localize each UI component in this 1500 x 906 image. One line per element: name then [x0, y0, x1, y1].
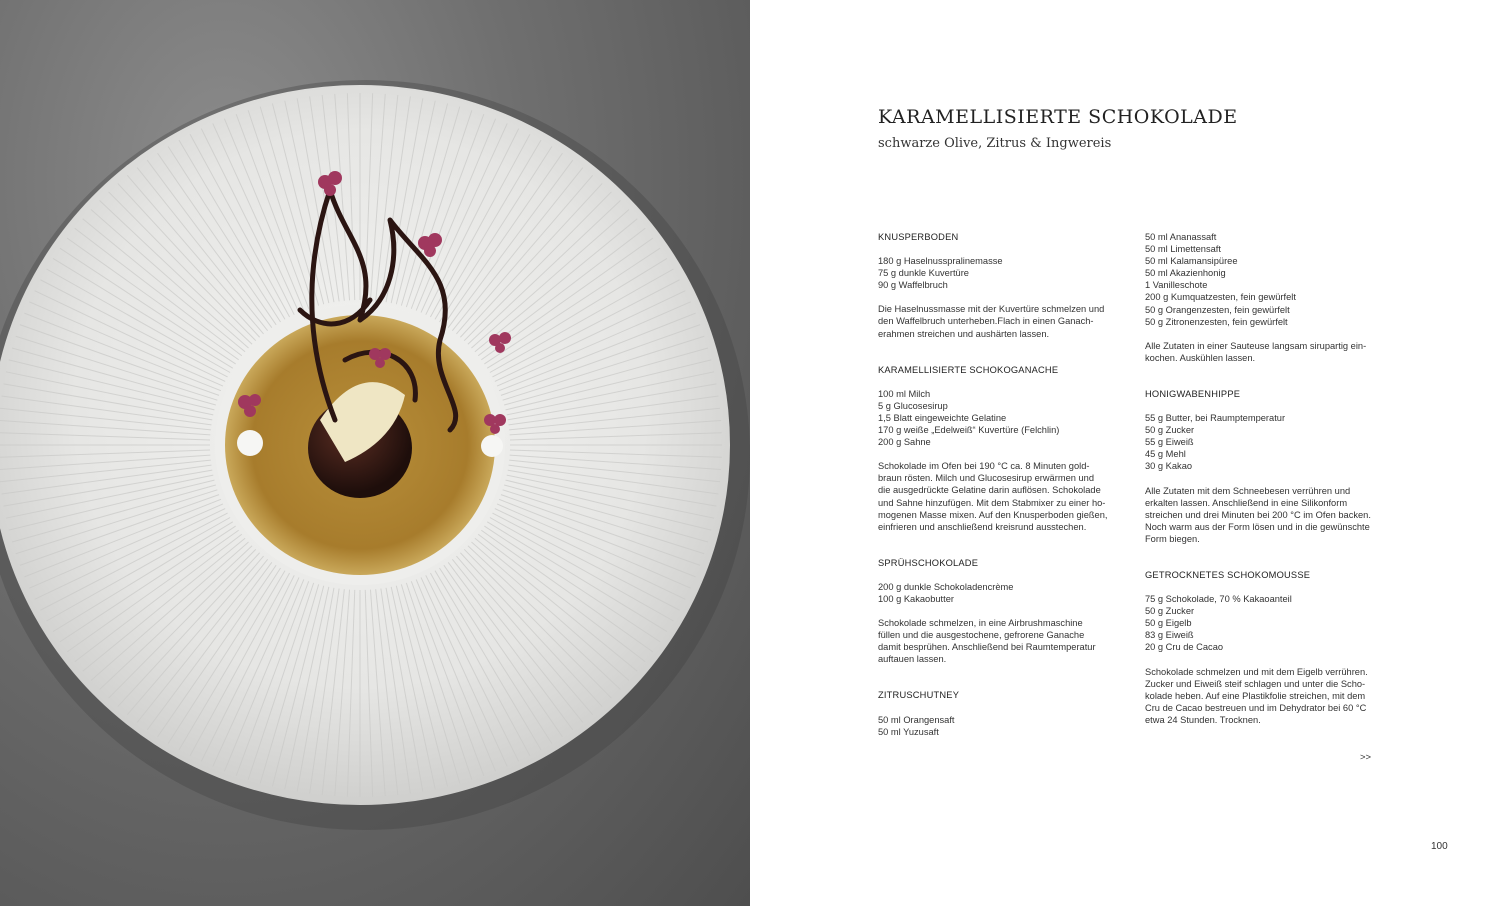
ingredient: 75 g dunkle Kuvertüre [878, 268, 969, 279]
ingredient: 50 g Orangenzesten, fein gewürfelt [1145, 304, 1290, 315]
ingredient: 200 g dunkle Schokoladencrème [878, 581, 1014, 592]
ingredient: 200 g Sahne [878, 437, 931, 448]
ingredient: 55 g Eiweiß [1145, 437, 1194, 448]
method-line: mogenen Masse mixen. Auf den Knusperboden gießen, [878, 509, 1108, 520]
ingredient: 180 g Haselnusspralinemasse [878, 256, 1003, 267]
continue-marker: >> [1360, 752, 1372, 763]
section-heading-zitruschutney: ZITRUSCHUTNEY [878, 690, 960, 701]
page-number: 100 [1431, 841, 1448, 852]
section-heading-honigwabenhippe: HONIGWABENHIPPE [1145, 388, 1241, 399]
method-line: Noch warm aus der Form lösen und in die gewünschte [1145, 521, 1370, 532]
ingredient: 100 g Kakaobutter [878, 593, 954, 604]
method-line: Schokolade im Ofen bei 190 °C ca. 8 Minuten gold- [878, 461, 1090, 472]
method-line: kolade heben. Auf eine Plastikfolie streichen, mit dem [1145, 690, 1366, 701]
section-heading-schokoganache: KARAMELLISIERTE SCHOKOGANACHE [878, 364, 1059, 375]
method-line: Die Haselnussmasse mit der Kuvertüre schmelzen und [878, 304, 1105, 315]
method-line: Cru de Cacao bestreuen und im Dehydrator bei 60 °C [1145, 702, 1367, 713]
method-line: kochen. Auskühlen lassen. [1145, 352, 1256, 363]
ingredient-list [1145, 412, 1377, 472]
method-line: auftauen lassen. [878, 654, 947, 665]
ingredient: 83 g Eiweiß [1145, 630, 1194, 641]
method-line: Schokolade schmelzen und mit dem Eigelb verrühren. [1145, 666, 1368, 677]
method-line: etwa 24 Stunden. Trocknen. [1145, 714, 1261, 725]
method-line: braun rösten. Milch und Glucosesirup erwärmen und [878, 473, 1095, 484]
method-line: einfrieren und anschließend kreisrund ausstechen. [878, 521, 1087, 532]
recipe-subtitle: schwarze Olive, Zitrus & Ingwereis [878, 136, 1112, 151]
ingredient: 170 g weiße „Edelweiß“ Kuvertüre (Felchlin) [878, 425, 1060, 436]
method-line: Zucker und Eiweiß steif schlagen und unter die Scho- [1145, 678, 1366, 689]
ingredient: 50 g Zitronenzesten, fein gewürfelt [1145, 316, 1288, 327]
method-line: füllen und die ausgestochene, gefrorene Ganache [878, 630, 1085, 641]
ingredient: 20 g Cru de Cacao [1145, 642, 1224, 653]
recipe-column-left [878, 231, 1110, 750]
method-line: Schokolade schmelzen, in eine Airbrushmaschine [878, 618, 1083, 629]
method-text [1145, 340, 1377, 364]
section-heading-knusperboden: KNUSPERBODEN [878, 232, 959, 242]
method-line: Form biegen. [1145, 533, 1200, 544]
ingredient: 50 g Zucker [1145, 606, 1195, 617]
ingredient-list [878, 255, 1110, 291]
ingredient: 50 g Zucker [1145, 425, 1195, 436]
method-text [1145, 485, 1377, 545]
recipe-column-right [1145, 231, 1377, 738]
method-line: und Sahne hinzufügen. Mit dem Stabmixer zu einer ho- [878, 497, 1106, 508]
method-text [1145, 666, 1377, 726]
section-heading-spruehschokolade: SPRÜHSCHOKOLADE [878, 557, 979, 568]
method-text [878, 303, 1110, 339]
method-line: Alle Zutaten in einer Sauteuse langsam sirupartig ein- [1145, 340, 1367, 351]
recipe-page [750, 0, 1500, 906]
ingredient: 1 Vanilleschote [1145, 280, 1208, 291]
ingredient-list [1145, 593, 1377, 653]
ingredient: 200 g Kumquatzesten, fein gewürfelt [1145, 292, 1296, 303]
method-line: erahmen streichen und aushärten lassen. [878, 328, 1050, 339]
ingredient: 30 g Kakao [1145, 461, 1193, 472]
ingredient: 50 ml Akazienhonig [1145, 268, 1226, 279]
ingredient-list [878, 388, 1110, 448]
method-line: streichen und drei Minuten bei 200 °C im Ofen backen. [1145, 509, 1371, 520]
ingredient: 50 g Eigelb [1145, 618, 1192, 629]
ingredient: 50 ml Ananassaft [1145, 232, 1217, 242]
method-text [878, 617, 1110, 665]
method-line: damit besprühen. Anschließend bei Raumtemperatur [878, 642, 1096, 653]
recipe-title: KARAMELLISIERTE SCHOKOLADE [878, 106, 1238, 128]
method-text [878, 460, 1110, 533]
ingredient: 50 ml Limettensaft [1145, 244, 1221, 255]
ingredient-list [878, 581, 1110, 605]
ingredient: 45 g Mehl [1145, 449, 1186, 460]
ingredient: 5 g Glucosesirup [878, 400, 948, 411]
ingredient: 55 g Butter, bei Raumptemperatur [1145, 413, 1286, 424]
ingredient-list [1145, 231, 1377, 328]
method-line: Alle Zutaten mit dem Schneebesen verrühren und [1145, 485, 1351, 496]
ingredient: 50 ml Orangensaft [878, 714, 955, 725]
section-heading-schokomousse: GETROCKNETES SCHOKOMOUSSE [1145, 569, 1311, 580]
ingredient: 50 ml Yuzusaft [878, 726, 939, 737]
ingredient: 1,5 Blatt eingeweichte Gelatine [878, 412, 1007, 423]
ingredient: 50 ml Kalamansipüree [1145, 256, 1238, 267]
method-line: die ausgedrückte Gelatine darin auflösen. Schokolade [878, 485, 1101, 496]
ingredient: 100 ml Milch [878, 388, 931, 399]
ingredient-list [878, 714, 1110, 738]
method-line: erkalten lassen. Anschließend in eine Silikonform [1145, 497, 1348, 508]
ingredient: 90 g Waffelbruch [878, 280, 948, 291]
method-line: den Waffelbruch unterheben.Flach in einen Ganach- [878, 316, 1094, 327]
ingredient: 75 g Schokolade, 70 % Kakaoanteil [1145, 594, 1292, 605]
